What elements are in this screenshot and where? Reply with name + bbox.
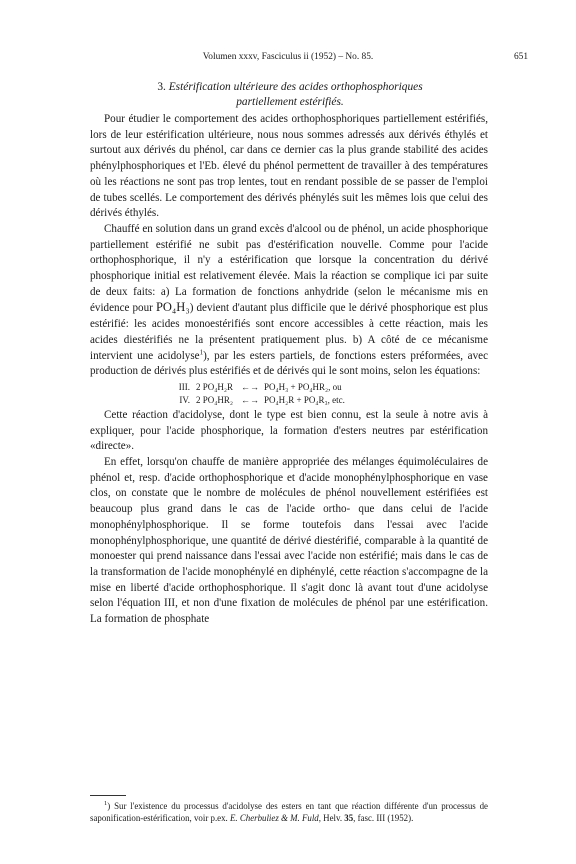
footnote-divider <box>90 795 126 796</box>
page-number: 651 <box>513 52 528 62</box>
paragraph-3: Cette réaction d'acidolyse, dont le type est bien connu, est la seule à notre avis à expliquer, pour l'acide phosphorique, la formation d'esters neutres par estérification «directe». <box>90 408 488 453</box>
footnote <box>90 798 488 825</box>
footnote-reference[interactable]: 1 <box>199 347 204 356</box>
equation-rhs: PO₄H₂R + PO₄R₃, etc. <box>264 394 345 405</box>
body-text <box>90 112 488 628</box>
running-header <box>0 52 576 66</box>
equation-lhs: 2 PO₄H₂R <box>196 381 234 392</box>
equations-block <box>90 381 488 407</box>
paragraph-2-part-c: ), par les esters partiels, de fonctions esters préformées, avec production de dérivés plus estérifiés et de dérivés qui le sont moins, selon les équations: <box>90 349 488 378</box>
equation-lhs: 2 PO₄HR₂ <box>196 394 234 405</box>
footnote-text-b: , Helv. <box>318 813 345 824</box>
paragraph-4: En effet, lorsqu'on chauffe de manière appropriée des mélanges équimoléculaires de phénol et, resp. d'acide orthophosphorique et d'acide monophénylphosphorique en vase clos, on constate que le nombre de molécules de phénol nouvellement estérifiées est beaucoup plus grand dans le cas de l'acide ortho- que dans celui de l'acide monophénylphosphorique. Il se forme toutefois dans l'essai avec l'acide monophénylphosphorique, une quantité de dérivé diestérifié, comparable à la quantité de monoester qui prend naissance dans l'essai avec l'acide non estérifié; mais dans le cas de la transformation de l'acide monophénylé en diphénylé, cette réaction s'accompagne de la mise en liberté d'acide orthophosphorique. Il s'agit donc là avant tout d'une acidolyse selon l'équation III, et non d'une fixation de molécules de phénol par une estérification. La formation de phosphate <box>90 456 488 626</box>
journal-running-title: Volumen xxxv, Fasciculus ii (1952) – No. 85. <box>202 52 374 62</box>
footnote-authors: E. Cherbuliez & M. Fuld <box>229 813 319 824</box>
footnote-marker: 1 <box>104 800 108 807</box>
paragraph-2 <box>90 222 488 380</box>
equation-rhs: PO₄H₃ + PO₄HR₂, ou <box>264 381 342 392</box>
equation-label: IV. <box>179 394 190 405</box>
paragraph-2-part-a: Chauffé en solution dans un grand excès d'alcool ou de phénol, un acide phosphorique partiellement estérifié ne subit pas d'estérification nouvelle. Comme pour l'acide orthophosphorique, il n'y a estérification que lorsque la concentration du dérivé phosphorique initial est relativement élevée. Mais la réaction se complique ici par suite de deux faits: a) La formation de fonctions anhydride (selon le mécanisme mis en évidence pour <box>90 222 488 315</box>
equation-row <box>90 381 488 394</box>
equilibrium-arrow: ←→ <box>241 394 259 405</box>
equilibrium-arrow: ←→ <box>241 381 259 392</box>
equation-label: III. <box>178 381 190 392</box>
footnote-volume: 35 <box>344 813 354 824</box>
paragraph-1: Pour étudier le comportement des acides orthophosphoriques partiellement estérifiés, lors de leur estérification ultérieure, nous nous sommes adressés aux dérivés éthylés et surtout aux dérivés du phénol, car dans ce dernier cas la plus grande stabilité des acides phénylphosphoriques et l'Eb. élevé du phénol permettent de travailler à des températures où les réactions ne sont pas trop lentes, tout en rendant possible de se passer de l'emploi de tubes scellés. Le comportement des dérivés phénylés suit les mêmes lois que celui des dérivés éthylés. <box>90 113 488 220</box>
footnote-text-c: , fasc. III (1952). <box>353 813 414 824</box>
section-number: 3. <box>157 81 166 93</box>
equation-row <box>90 394 488 407</box>
chemical-formula: PO₄H₃ <box>155 300 190 315</box>
section-title-line1: Estérification ultérieure des acides orthophosphoriques <box>168 81 423 93</box>
section-heading <box>90 80 490 110</box>
footnote-text-a: ) Sur l'existence du processus d'acidolyse des esters en tant que réaction différente d'un processus de saponification-estérification, voir p.ex. <box>90 800 488 824</box>
paragraph-2-part-b: ) devient d'autant plus difficile que le dérivé phosphorique est plus estérifié: les acides monoestérifiés sont encore accessibles à cette réaction, mais les acides diestérifiés ne la présentent pratiquement plus. b) A côté de ce mécanisme intervient une acidolyse <box>90 302 488 362</box>
section-title-line2: partiellement estérifiés. <box>236 96 344 108</box>
